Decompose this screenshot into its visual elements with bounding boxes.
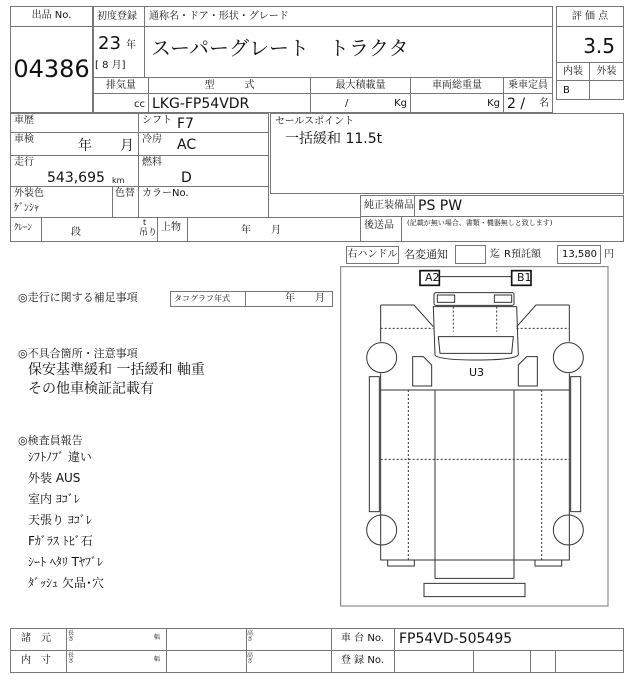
max-load-unit: Kg (394, 98, 407, 109)
later-label: 後送品 (364, 220, 394, 231)
inspection: 年 月 (78, 138, 134, 154)
lot-number-cell (10, 26, 93, 113)
chassis-number: FP54VD-505495 (399, 631, 513, 647)
color-label: 外装色 (14, 188, 44, 199)
lot-label-cell (10, 6, 93, 27)
interior-label: 内装 (563, 66, 583, 77)
inspection-cell (10, 132, 139, 156)
ac-cell (138, 132, 269, 156)
height-label: 高さ (247, 652, 254, 665)
max-load-label-cell (310, 77, 411, 94)
truck-outline-icon (367, 277, 584, 597)
tacho-date: 年 月 (285, 293, 325, 304)
capacity-label-cell (503, 77, 553, 94)
width-label: 幅 (154, 656, 161, 663)
reg-label: 登 録 No. (341, 655, 384, 666)
damage-mark-u3-label: U3 (469, 366, 485, 379)
ac-label: 冷房 (142, 134, 162, 145)
first-reg-cell (93, 26, 145, 78)
later-items-row (360, 216, 624, 242)
defects-title: ◎不具合箇所・注意事項 (18, 347, 138, 360)
interior-label-cell (556, 62, 590, 81)
recycle-label: R預託額 (504, 249, 541, 260)
color-cell (10, 186, 113, 218)
max-load-label: 最大積載量 (335, 80, 386, 91)
body-label: 上物 (161, 222, 181, 233)
first-reg-label-cell (93, 6, 145, 27)
mileage-label: 走行 (14, 157, 34, 168)
mileage-unit: km (112, 176, 125, 185)
capacity-label: 乗車定員 (508, 80, 548, 91)
body-date: 年 月 (241, 225, 281, 236)
year-unit: 年 (126, 40, 136, 51)
first-reg-label: 初度登録 (97, 11, 137, 22)
fuel-label: 燃料 (142, 157, 162, 168)
lot-number: 04386 (13, 55, 90, 83)
recycle-value: 13,580 (562, 249, 597, 260)
model: LKG-FP54VDR (152, 96, 250, 112)
fuel-cell (138, 155, 269, 187)
equipment-value: PS PW (418, 198, 463, 214)
disp-unit: cc (134, 99, 145, 110)
inspector-line: ﾀﾞｯｼｭ 欠品･穴 (28, 576, 104, 590)
name-label: 通称名・ドア・形状・グレード (149, 11, 289, 22)
color-no-label: カラーNo. (142, 188, 189, 199)
width-label: 幅 (154, 634, 161, 641)
gross-label: 車両総重量 (432, 80, 482, 91)
reg-year: 23 (98, 33, 121, 54)
lot-label: 出品 No. (31, 10, 72, 21)
inspector-title: ◎検査員報告 (18, 434, 83, 447)
inner-label: 内 寸 (21, 655, 51, 666)
interior-score-cell (556, 80, 590, 100)
disp-cell (93, 93, 149, 113)
ac: AC (177, 137, 197, 153)
equipment-row (360, 195, 624, 217)
exterior-label: 外装 (596, 66, 617, 77)
crane-label: ｸﾚｰﾝ (14, 223, 33, 233)
shift: F7 (177, 116, 194, 132)
exterior-label-cell (589, 62, 624, 81)
car-name-cell (144, 26, 553, 78)
capacity-cell (503, 93, 553, 113)
max-load: / (345, 98, 349, 109)
color-change-label: 色替 (115, 188, 135, 199)
color-change-cell (112, 186, 139, 218)
interior-score: B (563, 85, 570, 96)
crane-row (10, 217, 361, 242)
name-change-label: 名変通知 (404, 248, 448, 261)
name-label-cell (144, 6, 553, 27)
history-label: 車歴 (14, 115, 34, 126)
defect-line: その他車検証記載有 (28, 381, 154, 397)
score-label: 評 価 点 (571, 11, 609, 22)
inspector-line: 外装 AUS (28, 471, 81, 485)
gross-cell (410, 93, 504, 113)
equipment-label: 純正装備品 (364, 200, 414, 211)
sales-point-box (270, 113, 624, 194)
gross-label-cell (410, 77, 504, 94)
yen-label: 円 (604, 249, 614, 260)
reg-month: [ 8 月] (95, 60, 126, 71)
until-label: 迄 (490, 249, 500, 260)
inspector-line: ｼﾌﾄﾉﾌﾞ 違い (28, 450, 92, 464)
score-cell (556, 26, 624, 63)
driving-notes-title: ◎走行に関する補足事項 (18, 291, 138, 304)
disp-label-cell (93, 77, 149, 94)
inspection-label: 車検 (14, 134, 34, 145)
inspector-line: 天張り ﾖｺﾞﾚ (28, 513, 92, 527)
score-label-cell (556, 6, 624, 27)
right-handle: 右ハンドル (347, 249, 398, 260)
model-label-cell (148, 77, 311, 94)
color: ｹﾞﾝｼｬ (14, 203, 39, 214)
color-no-cell (138, 186, 269, 218)
damage-mark-a2-label: A2 (425, 271, 440, 284)
exterior-score-cell (589, 80, 624, 100)
shift-label: シフト (142, 115, 172, 126)
mileage-cell (10, 155, 139, 187)
spec-table (10, 628, 624, 673)
truck-damage-diagram (340, 260, 610, 610)
mileage: 543,695 (47, 170, 105, 186)
tacho-label: タコグラフ年式 (174, 294, 230, 303)
later-note: (記載が無い場合、書類・機器無しと致します) (407, 219, 553, 227)
sales-point-text: 一括緩和 11.5t (285, 131, 383, 147)
length-label: 長さ (68, 652, 75, 665)
crane-t: t (143, 218, 147, 227)
spec-label: 諸 元 (21, 633, 51, 644)
sales-point-label: セールスポイント (275, 116, 355, 127)
history-cell (10, 113, 139, 133)
capacity: 2 / (507, 96, 526, 112)
capacity-unit: 名 (539, 98, 549, 109)
inspector-line: ｼｰﾄ ﾍﾀﾘ Tﾔﾌﾞﾚ (28, 555, 103, 569)
gross-unit: Kg (487, 98, 500, 109)
inspector-line: Fｶﾞﾗｽ ﾄﾋﾞ石 (28, 534, 93, 548)
damage-mark-b1-label: B1 (517, 271, 532, 284)
crane-stage: 段 (71, 227, 81, 238)
fuel: D (181, 170, 192, 186)
height-label: 高さ (247, 630, 254, 643)
car-name: スーパーグレート トラクタ (151, 36, 409, 60)
shift-cell (138, 113, 269, 133)
score-value: 3.5 (583, 34, 615, 58)
defect-line: 保安基準緩和 一括緩和 軸重 (28, 362, 205, 378)
model-label: 型 式 (204, 80, 255, 91)
chassis-label: 車 台 No. (341, 633, 384, 644)
inspector-line: 室内 ﾖｺﾞﾚ (28, 492, 80, 506)
tacho-box (170, 291, 333, 307)
max-load-cell (310, 93, 411, 113)
model-cell (148, 93, 311, 113)
length-label: 長さ (68, 630, 75, 643)
crane-hang: 吊り (139, 228, 158, 238)
disp-label: 排気量 (106, 80, 136, 91)
